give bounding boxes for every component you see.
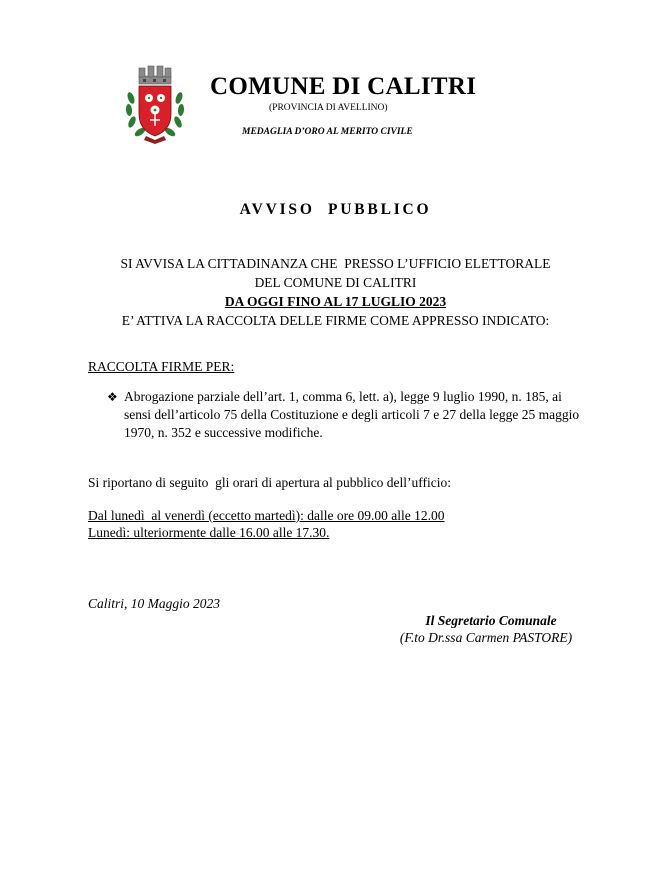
hours-line-1: Dal lunedì al venerdì (eccetto martedì): dalle ore 09.00 alle 12.00 [88, 508, 445, 523]
signer-role: Il Segretario Comunale [425, 613, 557, 628]
bullet-text: Abrogazione parziale dell’art. 1, comma 6, lett. a), legge 9 luglio 1990, n. 185, ai sensi dell’articolo 75 della Costituzione e degli articoli 7 e 27 della legge 25 maggio 1970, n. 352 e successive modifiche. [124, 389, 580, 440]
intro-line-4: E’ ATTIVA LA RACCOLTA DELLE FIRME COME APPRESSO INDICATO: [121, 313, 550, 328]
signer-name: (F.to Dr.ssa Carmen PASTORE) [399, 630, 573, 645]
hours-intro: Si riportano di seguito gli orari di apertura al pubblico dell’ufficio: [88, 475, 452, 490]
medal-label: MEDAGLIA D’ORO AL MERITO CIVILE [242, 127, 413, 137]
notice-intro [0, 254, 671, 330]
list-item [107, 388, 587, 442]
raccolta-label: RACCOLTA FIRME PER: [88, 359, 235, 374]
diamond-bullet-icon: ❖ [107, 390, 118, 404]
intro-deadline: DA OGGI FINO AL 17 LUGLIO 2023 [224, 294, 447, 309]
office-hours [88, 507, 444, 541]
coat-of-arms-icon [122, 64, 188, 144]
intro-line-1: SI AVVISA LA CITTADINANZA CHE PRESSO L’UFFICIO ELETTORALE [120, 256, 551, 271]
province-label: (PROVINCIA DI AVELLINO) [269, 103, 388, 113]
signature-block [380, 612, 592, 646]
municipality-title: COMUNE DI CALITRI [210, 73, 477, 100]
notice-heading: AVVISO PUBBLICO [239, 201, 432, 218]
intro-line-2: DEL COMUNE DI CALITRI [254, 275, 417, 290]
hours-line-2: Lunedì: ulteriormente dalle 16.00 alle 17.30. [88, 525, 330, 540]
place-date: Calitri, 10 Maggio 2023 [88, 596, 221, 611]
